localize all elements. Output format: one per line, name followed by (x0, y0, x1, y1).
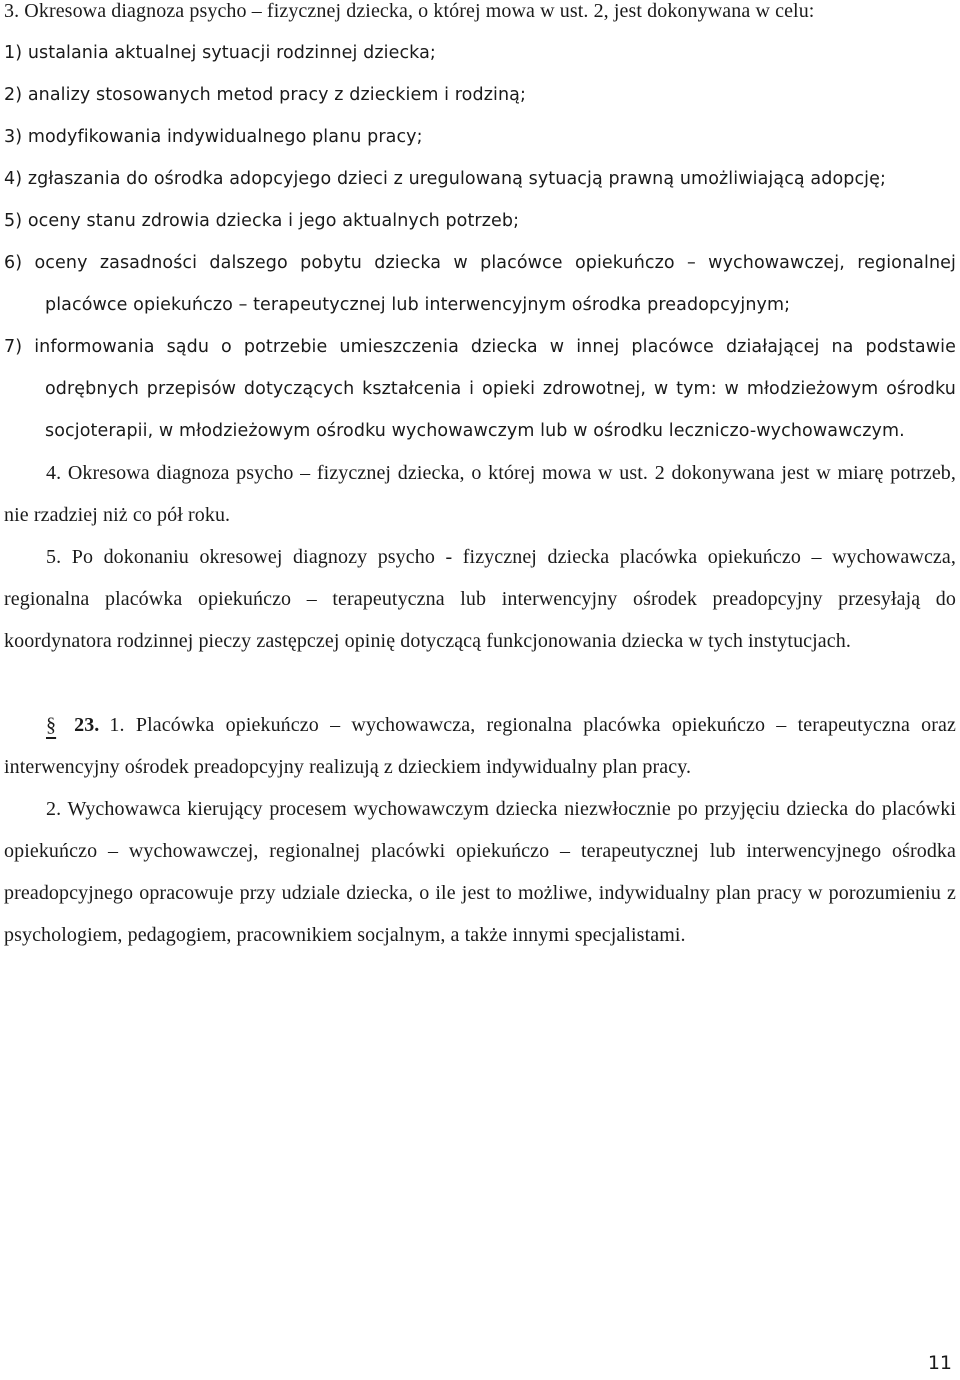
paragraph-3: 3. Okresowa diagnoza psycho – fizycznej dziecka, o której mowa w ust. 2, jest dokonywana w celu: (4, 0, 815, 22)
section-23-text-1: 1. Placówka opiekuńczo – wychowawcza, regionalna placówka opiekuńczo – terapeutyczna oraz interwencyjny ośrodek preadopcyjny realizują z dzieckiem indywidualny plan pracy. (4, 714, 956, 778)
list-item: 1) ustalania aktualnej sytuacji rodzinnej dziecka; (4, 43, 436, 63)
list-item: 6) oceny zasadności dalszego pobytu dziecka w placówce opiekuńczo – wychowawczej, regionalnej placówce opiekuńczo – terapeutycznej lub interwencyjnym ośrodka preadopcyjnym; (4, 253, 956, 315)
list-item: 2) analizy stosowanych metod pracy z dzieckiem i rodziną; (4, 85, 526, 105)
page-number: 11 (927, 1352, 952, 1374)
purpose-list (4, 32, 956, 452)
list-item: 5) oceny stanu zdrowia dziecka i jego aktualnych potrzeb; (4, 211, 520, 231)
section-mark: § (46, 714, 57, 736)
paragraph-4: 4. Okresowa diagnoza psycho – fizycznej dziecka, o której mowa w ust. 2 dokonywana jest w miarę potrzeb, nie rzadziej niż co pół roku. (4, 462, 956, 526)
list-item: 4) zgłaszania do ośrodka adopcyjego dzieci z uregulowaną sytuacją prawną umożliwiającą adopcję; (4, 169, 887, 189)
paragraph-5: 5. Po dokonaniu okresowej diagnozy psycho - fizycznej dziecka placówka opiekuńczo – wychowawcza, regionalna placówka opiekuńczo – terapeutyczna lub interwencyjny ośrodek preadopcyjny przesyłają do koordynatora rodzinnej pieczy zastępczej opinię dotyczącą funkcjonowania dziecka w tych instytucjach. (4, 546, 956, 652)
list-item: 3) modyfikowania indywidualnego planu pracy; (4, 127, 423, 147)
section-number: 23. (74, 714, 100, 736)
section-23-paragraph-2: 2. Wychowawca kierujący procesem wychowawczym dziecka niezwłocznie po przyjęciu dziecka do placówki opiekuńczo – wychowawczej, regionalnej placówki opiekuńczo – terapeutycznej lub interwencyjnego ośrodka preadopcyjnego opracowuje przy udziale dziecka, o ile jest to możliwe, indywidualny plan pracy w porozumieniu z psychologiem, pedagogiem, pracownikiem socjalnym, a także innymi specjalistami. (4, 798, 956, 946)
section-23-paragraph-1 (4, 704, 956, 788)
list-item: 7) informowania sądu o potrzebie umieszczenia dziecka w innej placówce działającej na podstawie odrębnych przepisów dotyczących kształcenia i opieki zdrowotnej, w tym: w młodzieżowym ośrodku socjoterapii, w młodzieżowym ośrodku wychowawczym lub w ośrodku leczniczo-wychowawczym. (4, 337, 956, 441)
document-page (4, 0, 956, 956)
